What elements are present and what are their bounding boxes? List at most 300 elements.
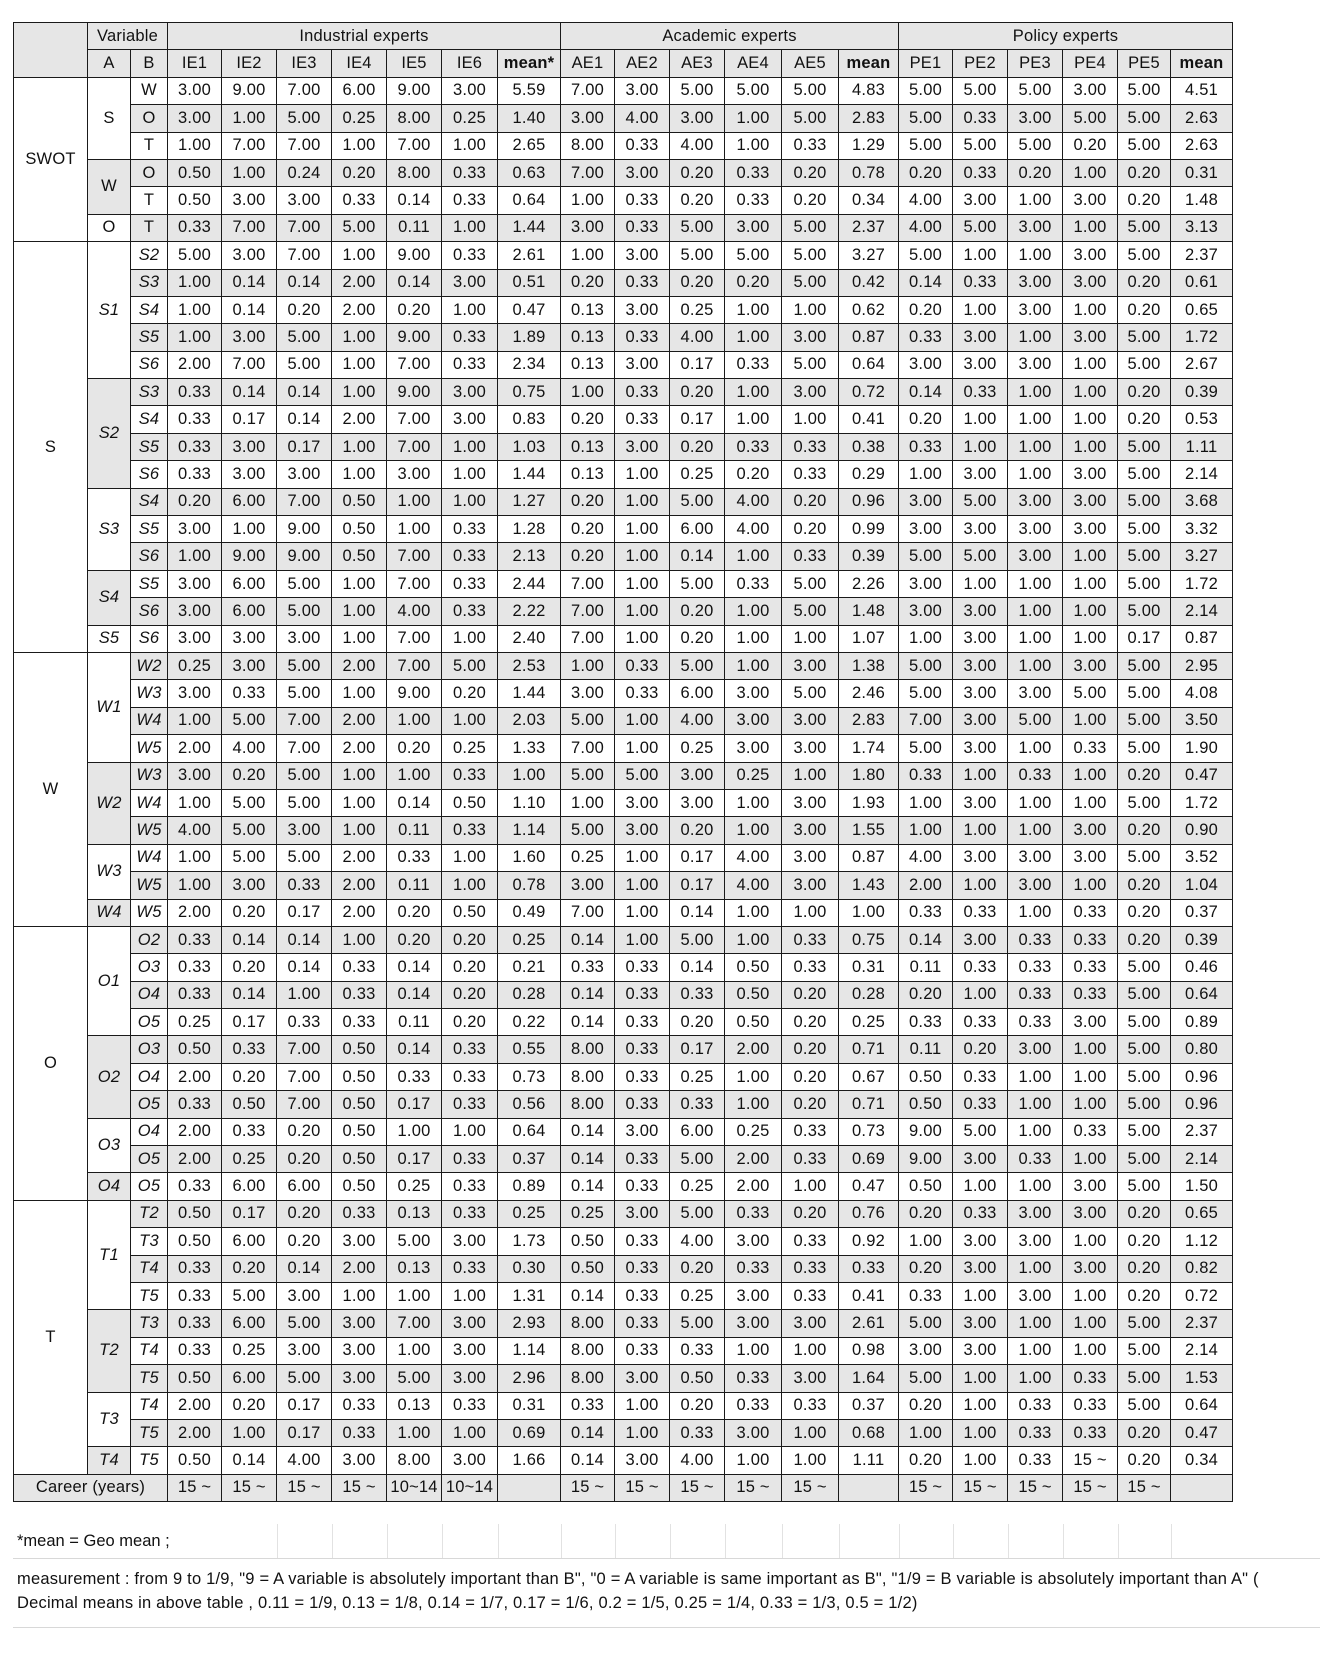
value-cell: 0.33 — [615, 1228, 670, 1255]
value-cell: 1.00 — [332, 324, 387, 351]
gridline — [615, 1524, 616, 1558]
value-cell: 0.50 — [332, 1063, 387, 1090]
value-cell: 0.11 — [899, 1036, 953, 1063]
value-cell: 1.00 — [387, 1337, 442, 1364]
value-cell: 5.00 — [1008, 132, 1063, 159]
value-cell: 0.50 — [168, 159, 222, 186]
value-cell: 5.00 — [1118, 981, 1171, 1008]
variable-b-cell: S4 — [131, 296, 168, 323]
value-cell: 0.20 — [1118, 406, 1171, 433]
value-cell: 5.00 — [1118, 1392, 1171, 1419]
value-cell: 0.50 — [168, 1228, 222, 1255]
value-cell: 0.33 — [615, 187, 670, 214]
value-cell: 3.00 — [332, 1310, 387, 1337]
value-cell: 0.37 — [1171, 899, 1233, 926]
value-cell: 0.73 — [839, 1118, 899, 1145]
header-row-columns — [14, 50, 1233, 77]
value-cell: 2.00 — [168, 351, 222, 378]
value-cell: 0.14 — [899, 379, 953, 406]
value-cell: 1.00 — [725, 899, 782, 926]
value-cell: 7.00 — [387, 543, 442, 570]
value-cell: 3.00 — [782, 1310, 839, 1337]
value-cell: 7.00 — [277, 735, 332, 762]
variable-a-cell: W4 — [88, 899, 131, 926]
career-cell: 15 ~ — [332, 1474, 387, 1501]
value-cell: 7.00 — [277, 1036, 332, 1063]
value-cell: 0.61 — [1171, 269, 1233, 296]
gridline — [670, 1524, 671, 1558]
variable-b-cell: O3 — [131, 954, 168, 981]
value-cell: 0.71 — [839, 1036, 899, 1063]
value-cell: 1.00 — [953, 1419, 1008, 1446]
value-cell: 0.20 — [442, 926, 498, 953]
table-row — [14, 132, 1233, 159]
value-cell: 3.00 — [725, 1282, 782, 1309]
value-cell: 3.00 — [953, 324, 1008, 351]
value-cell: 1.00 — [953, 1173, 1008, 1200]
value-cell: 0.25 — [222, 1146, 277, 1173]
value-cell: 1.00 — [1008, 1255, 1063, 1282]
variable-b-cell: O4 — [131, 981, 168, 1008]
variable-header: Variable — [88, 23, 168, 50]
value-cell: 0.20 — [725, 269, 782, 296]
variable-b-cell: O4 — [131, 1118, 168, 1145]
value-cell: 1.00 — [1063, 570, 1118, 597]
value-cell: 3.00 — [725, 1228, 782, 1255]
value-cell: 0.33 — [782, 132, 839, 159]
value-cell: 1.31 — [498, 1282, 561, 1309]
value-cell: 5.00 — [277, 570, 332, 597]
value-cell: 0.33 — [615, 1009, 670, 1036]
value-cell: 7.00 — [222, 214, 277, 241]
value-cell: 5.00 — [277, 598, 332, 625]
variable-a-cell: T4 — [88, 1447, 131, 1474]
value-cell: 0.33 — [442, 1063, 498, 1090]
value-cell: 9.00 — [277, 516, 332, 543]
variable-b-cell: O5 — [131, 1173, 168, 1200]
value-cell: 0.20 — [782, 187, 839, 214]
value-cell: 1.00 — [1063, 351, 1118, 378]
value-cell: 8.00 — [561, 1365, 615, 1392]
value-cell: 0.20 — [899, 296, 953, 323]
value-cell: 0.20 — [782, 1036, 839, 1063]
value-cell: 1.00 — [168, 269, 222, 296]
value-cell: 5.00 — [1008, 707, 1063, 734]
value-cell: 1.00 — [615, 1419, 670, 1446]
value-cell: 0.33 — [1063, 899, 1118, 926]
career-cell: 15 ~ — [782, 1474, 839, 1501]
table-row — [14, 77, 1233, 104]
table-row — [14, 543, 1233, 570]
value-cell: 0.20 — [1118, 899, 1171, 926]
value-cell: 6.00 — [222, 598, 277, 625]
value-cell: 1.00 — [953, 570, 1008, 597]
table-row — [14, 735, 1233, 762]
value-cell: 7.00 — [387, 433, 442, 460]
gridline — [953, 1524, 954, 1558]
variable-b-cell: O — [131, 159, 168, 186]
value-cell: 3.00 — [670, 105, 725, 132]
value-cell: 0.20 — [277, 1228, 332, 1255]
value-cell: 1.00 — [561, 242, 615, 269]
value-cell: 3.00 — [953, 1146, 1008, 1173]
value-cell: 1.11 — [1171, 433, 1233, 460]
value-cell: 0.20 — [277, 1146, 332, 1173]
value-cell: 5.00 — [277, 1365, 332, 1392]
value-cell: 0.69 — [498, 1419, 561, 1446]
value-cell: 0.33 — [168, 433, 222, 460]
table-row — [14, 1118, 1233, 1145]
value-cell: 0.25 — [670, 1282, 725, 1309]
value-cell: 0.47 — [839, 1173, 899, 1200]
value-cell: 0.13 — [561, 351, 615, 378]
value-cell: 8.00 — [561, 1036, 615, 1063]
value-cell: 5.00 — [168, 242, 222, 269]
table-row — [14, 872, 1233, 899]
value-cell: 0.25 — [670, 735, 725, 762]
value-cell: 0.25 — [332, 105, 387, 132]
value-cell: 1.00 — [222, 159, 277, 186]
value-cell: 0.33 — [442, 543, 498, 570]
value-cell: 1.12 — [1171, 1228, 1233, 1255]
value-cell: 1.00 — [1008, 789, 1063, 816]
table-row — [14, 461, 1233, 488]
col-header: PE2 — [953, 50, 1008, 77]
value-cell: 1.00 — [725, 1091, 782, 1118]
value-cell: 5.00 — [1118, 77, 1171, 104]
value-cell: 0.20 — [222, 954, 277, 981]
value-cell: 0.41 — [839, 406, 899, 433]
value-cell: 0.20 — [561, 516, 615, 543]
value-cell: 0.33 — [442, 516, 498, 543]
value-cell: 3.00 — [442, 1365, 498, 1392]
value-cell: 5.00 — [1118, 1310, 1171, 1337]
value-cell: 2.93 — [498, 1310, 561, 1337]
value-cell: 0.39 — [839, 543, 899, 570]
value-cell: 0.33 — [782, 461, 839, 488]
value-cell: 2.14 — [1171, 1146, 1233, 1173]
value-cell: 1.00 — [1063, 159, 1118, 186]
value-cell: 0.50 — [168, 1365, 222, 1392]
value-cell: 0.11 — [387, 1009, 442, 1036]
variable-b-cell: S5 — [131, 516, 168, 543]
value-cell: 0.78 — [498, 872, 561, 899]
value-cell: 0.99 — [839, 516, 899, 543]
value-cell: 0.33 — [1063, 926, 1118, 953]
gridline — [442, 1524, 443, 1558]
variable-b-cell: T5 — [131, 1419, 168, 1446]
gridline — [561, 1524, 562, 1558]
value-cell: 1.00 — [953, 817, 1008, 844]
value-cell: 0.20 — [670, 433, 725, 460]
value-cell: 0.20 — [953, 1036, 1008, 1063]
value-cell: 1.00 — [387, 762, 442, 789]
value-cell: 1.00 — [782, 406, 839, 433]
corner-cell — [14, 23, 88, 78]
value-cell: 4.51 — [1171, 77, 1233, 104]
value-cell: 3.00 — [1008, 516, 1063, 543]
value-cell: 0.33 — [899, 762, 953, 789]
value-cell: 1.40 — [498, 105, 561, 132]
value-cell: 7.00 — [222, 351, 277, 378]
value-cell: 1.00 — [442, 625, 498, 652]
value-cell: 0.87 — [1171, 625, 1233, 652]
value-cell: 2.00 — [332, 735, 387, 762]
value-cell: 0.14 — [387, 1036, 442, 1063]
value-cell: 1.00 — [222, 516, 277, 543]
value-cell: 1.00 — [387, 1419, 442, 1446]
value-cell: 1.00 — [615, 707, 670, 734]
value-cell: 3.00 — [277, 625, 332, 652]
value-cell: 0.42 — [839, 269, 899, 296]
value-cell: 0.20 — [1063, 132, 1118, 159]
value-cell: 3.00 — [899, 1337, 953, 1364]
value-cell: 0.14 — [561, 981, 615, 1008]
value-cell: 3.50 — [1171, 707, 1233, 734]
value-cell: 0.20 — [670, 1255, 725, 1282]
value-cell: 3.00 — [725, 1419, 782, 1446]
value-cell: 2.00 — [168, 1063, 222, 1090]
value-cell: 1.00 — [442, 707, 498, 734]
value-cell: 5.00 — [670, 488, 725, 515]
value-cell: 0.33 — [782, 1255, 839, 1282]
value-cell: 3.00 — [1063, 844, 1118, 871]
value-cell: 0.20 — [782, 516, 839, 543]
value-cell: 3.00 — [953, 789, 1008, 816]
value-cell: 5.00 — [1118, 707, 1171, 734]
value-cell: 0.78 — [839, 159, 899, 186]
value-cell: 5.00 — [277, 762, 332, 789]
value-cell: 2.83 — [839, 707, 899, 734]
value-cell: 0.33 — [332, 1009, 387, 1036]
value-cell: 0.20 — [670, 159, 725, 186]
value-cell: 0.47 — [1171, 762, 1233, 789]
variable-b-cell: T — [131, 187, 168, 214]
col-header: mean* — [498, 50, 561, 77]
value-cell: 0.20 — [1118, 817, 1171, 844]
value-cell: 0.50 — [168, 1200, 222, 1227]
value-cell: 5.00 — [953, 77, 1008, 104]
value-cell: 0.33 — [782, 1146, 839, 1173]
value-cell: 3.00 — [953, 1228, 1008, 1255]
value-cell: 1.00 — [387, 1118, 442, 1145]
value-cell: 8.00 — [387, 159, 442, 186]
value-cell: 1.00 — [1008, 187, 1063, 214]
value-cell: 5.00 — [1118, 844, 1171, 871]
section-label: T — [14, 1200, 88, 1474]
value-cell: 0.25 — [168, 652, 222, 679]
value-cell: 0.14 — [222, 379, 277, 406]
value-cell: 1.00 — [615, 461, 670, 488]
value-cell: 5.00 — [899, 680, 953, 707]
value-cell: 3.00 — [1008, 1200, 1063, 1227]
career-cell — [498, 1474, 561, 1501]
value-cell: 0.33 — [953, 159, 1008, 186]
value-cell: 0.20 — [1118, 1228, 1171, 1255]
value-cell: 1.00 — [725, 105, 782, 132]
value-cell: 0.20 — [442, 680, 498, 707]
value-cell: 0.41 — [839, 1282, 899, 1309]
value-cell: 0.33 — [953, 1091, 1008, 1118]
value-cell: 0.17 — [670, 1036, 725, 1063]
value-cell: 0.25 — [561, 844, 615, 871]
value-cell: 2.67 — [1171, 351, 1233, 378]
value-cell: 0.33 — [387, 1063, 442, 1090]
value-cell: 0.33 — [442, 1392, 498, 1419]
career-cell: 10~14 — [387, 1474, 442, 1501]
value-cell: 0.20 — [332, 159, 387, 186]
value-cell: 1.00 — [332, 461, 387, 488]
value-cell: 0.33 — [899, 1009, 953, 1036]
value-cell: 0.33 — [561, 1392, 615, 1419]
value-cell: 0.96 — [1171, 1091, 1233, 1118]
value-cell: 1.00 — [1008, 1118, 1063, 1145]
value-cell: 3.00 — [615, 1365, 670, 1392]
value-cell: 2.00 — [332, 844, 387, 871]
value-cell: 0.50 — [725, 954, 782, 981]
value-cell: 2.13 — [498, 543, 561, 570]
value-cell: 0.33 — [615, 379, 670, 406]
value-cell: 0.11 — [387, 872, 442, 899]
value-cell: 1.00 — [953, 1392, 1008, 1419]
value-cell: 1.27 — [498, 488, 561, 515]
col-header: PE4 — [1063, 50, 1118, 77]
table-row — [14, 242, 1233, 269]
table-row — [14, 680, 1233, 707]
career-cell — [1171, 1474, 1233, 1501]
variable-b-cell: W4 — [131, 844, 168, 871]
variable-b-cell: W2 — [131, 652, 168, 679]
value-cell: 0.11 — [899, 954, 953, 981]
value-cell: 7.00 — [277, 132, 332, 159]
value-cell: 0.20 — [387, 296, 442, 323]
value-cell: 7.00 — [277, 214, 332, 241]
value-cell: 4.08 — [1171, 680, 1233, 707]
value-cell: 3.00 — [615, 1200, 670, 1227]
value-cell: 3.27 — [1171, 543, 1233, 570]
value-cell: 1.00 — [953, 242, 1008, 269]
value-cell: 0.25 — [387, 1173, 442, 1200]
value-cell: 1.00 — [953, 1447, 1008, 1474]
value-cell: 0.33 — [1063, 1392, 1118, 1419]
career-cell: 15 ~ — [222, 1474, 277, 1501]
value-cell: 5.00 — [615, 762, 670, 789]
table-row — [14, 1036, 1233, 1063]
gridline — [498, 1524, 499, 1558]
value-cell: 2.61 — [839, 1310, 899, 1337]
value-cell: 0.56 — [498, 1091, 561, 1118]
value-cell: 0.33 — [615, 1036, 670, 1063]
table-row — [14, 899, 1233, 926]
value-cell: 1.00 — [332, 242, 387, 269]
value-cell: 5.00 — [899, 105, 953, 132]
value-cell: 1.00 — [782, 899, 839, 926]
value-cell: 0.64 — [498, 187, 561, 214]
value-cell: 1.90 — [1171, 735, 1233, 762]
value-cell: 3.00 — [1008, 488, 1063, 515]
value-cell: 0.89 — [498, 1173, 561, 1200]
value-cell: 1.00 — [615, 872, 670, 899]
value-cell: 1.60 — [498, 844, 561, 871]
value-cell: 0.33 — [168, 1310, 222, 1337]
value-cell: 9.00 — [899, 1118, 953, 1145]
value-cell: 0.80 — [1171, 1036, 1233, 1063]
variable-a-cell: W2 — [88, 762, 131, 844]
value-cell: 1.04 — [1171, 872, 1233, 899]
value-cell: 1.00 — [332, 789, 387, 816]
table-row — [14, 1228, 1233, 1255]
value-cell: 0.33 — [725, 1255, 782, 1282]
value-cell: 0.25 — [498, 926, 561, 953]
col-header: AE3 — [670, 50, 725, 77]
value-cell: 7.00 — [277, 77, 332, 104]
value-cell: 5.00 — [670, 214, 725, 241]
value-cell: 5.00 — [1118, 954, 1171, 981]
table-row — [14, 1447, 1233, 1474]
value-cell: 3.00 — [615, 789, 670, 816]
value-cell: 0.98 — [839, 1337, 899, 1364]
value-cell: 1.00 — [725, 625, 782, 652]
table-row — [14, 1310, 1233, 1337]
career-cell: 15 ~ — [725, 1474, 782, 1501]
value-cell: 1.00 — [442, 844, 498, 871]
value-cell: 0.14 — [277, 1255, 332, 1282]
value-cell: 0.20 — [277, 1200, 332, 1227]
col-header: PE3 — [1008, 50, 1063, 77]
value-cell: 0.64 — [839, 351, 899, 378]
value-cell: 0.33 — [782, 1282, 839, 1309]
value-cell: 0.14 — [222, 1447, 277, 1474]
value-cell: 9.00 — [387, 379, 442, 406]
value-cell: 0.33 — [1008, 1419, 1063, 1446]
value-cell: 0.33 — [615, 269, 670, 296]
value-cell: 1.00 — [168, 844, 222, 871]
value-cell: 0.33 — [615, 1282, 670, 1309]
value-cell: 0.33 — [782, 954, 839, 981]
value-cell: 0.50 — [332, 1091, 387, 1118]
value-cell: 0.20 — [168, 488, 222, 515]
value-cell: 3.00 — [1008, 872, 1063, 899]
value-cell: 0.20 — [670, 187, 725, 214]
value-cell: 0.47 — [498, 296, 561, 323]
value-cell: 0.33 — [615, 1173, 670, 1200]
value-cell: 1.00 — [615, 570, 670, 597]
value-cell: 2.53 — [498, 652, 561, 679]
value-cell: 1.00 — [442, 214, 498, 241]
value-cell: 0.90 — [1171, 817, 1233, 844]
value-cell: 0.33 — [222, 1036, 277, 1063]
value-cell: 0.31 — [839, 954, 899, 981]
value-cell: 3.00 — [1063, 652, 1118, 679]
value-cell: 0.25 — [561, 1200, 615, 1227]
variable-b-cell: W5 — [131, 872, 168, 899]
value-cell: 0.50 — [222, 1091, 277, 1118]
value-cell: 9.00 — [387, 324, 442, 351]
value-cell: 0.33 — [839, 1255, 899, 1282]
value-cell: 0.20 — [670, 1392, 725, 1419]
career-cell — [839, 1474, 899, 1501]
value-cell: 2.00 — [168, 1392, 222, 1419]
table-row — [14, 1337, 1233, 1364]
value-cell: 0.13 — [387, 1200, 442, 1227]
value-cell: 1.00 — [1063, 1063, 1118, 1090]
variable-b-cell: T4 — [131, 1337, 168, 1364]
value-cell: 0.13 — [561, 296, 615, 323]
value-cell: 0.33 — [1008, 762, 1063, 789]
value-cell: 0.20 — [561, 406, 615, 433]
value-cell: 3.00 — [442, 406, 498, 433]
value-cell: 5.00 — [1118, 598, 1171, 625]
